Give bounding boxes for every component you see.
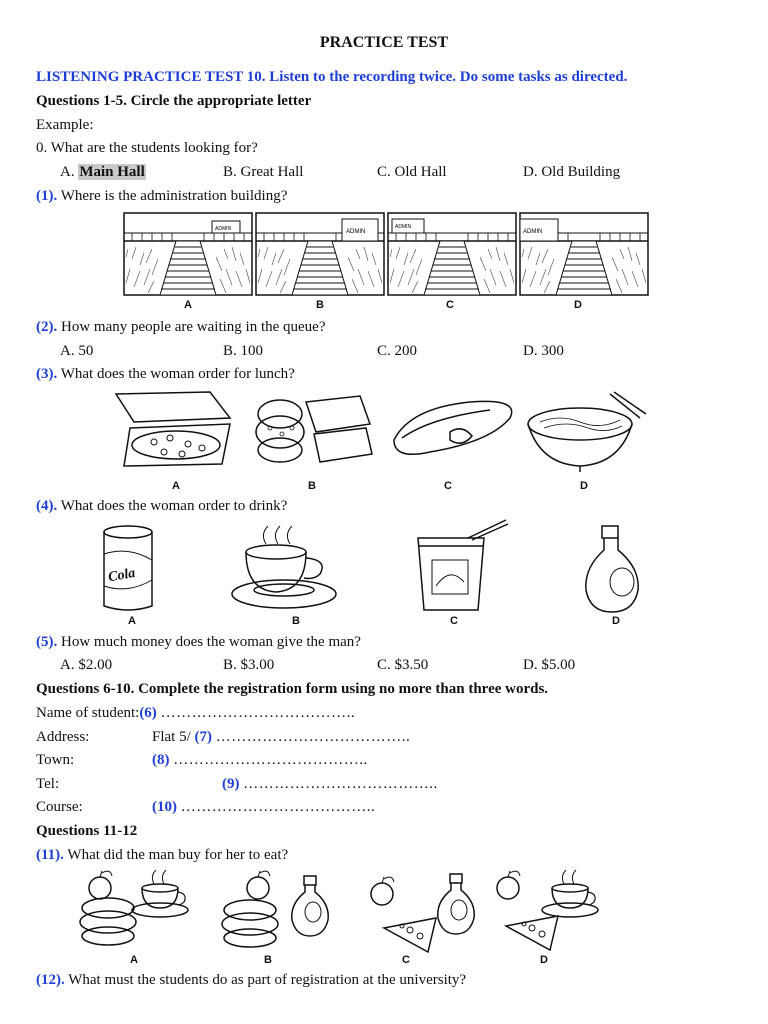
blank-number: (7) xyxy=(194,729,213,745)
q5-option-c[interactable]: C. $3.50 xyxy=(377,657,429,673)
blank-7[interactable]: ……………………………….. xyxy=(215,729,411,745)
example-label: Example: xyxy=(36,117,94,133)
noodle-bowl-icon xyxy=(528,392,646,472)
form-label: Course: xyxy=(36,799,83,815)
svg-text:Cola: Cola xyxy=(107,565,137,586)
option-text: Great Hall xyxy=(240,164,304,180)
option-text: Old Building xyxy=(541,164,621,180)
instruction: LISTENING PRACTICE TEST 10. Listen to the recording twice. Do some tasks as directed. xyxy=(36,69,628,85)
form-field-tel xyxy=(222,776,438,793)
form-row-town xyxy=(36,752,74,769)
question-number: (1). xyxy=(36,188,58,204)
q5-option-b[interactable]: B. $3.00 xyxy=(223,657,275,673)
blank-8[interactable]: ……………………………….. xyxy=(173,752,368,768)
question-number: (5). xyxy=(36,634,58,650)
example-option-a[interactable] xyxy=(60,164,146,181)
question-4 xyxy=(36,498,287,515)
option-text-highlighted: Main Hall xyxy=(79,164,145,180)
picture-label-c[interactable]: C xyxy=(402,954,410,966)
question-number: (4). xyxy=(36,498,58,514)
section1-heading: Questions 1-5. Circle the appropriate letter xyxy=(36,93,312,109)
picture-label-c[interactable]: C xyxy=(450,615,458,627)
question-text: What does the woman order to drink? xyxy=(60,498,288,514)
svg-text:ADMIN: ADMIN xyxy=(215,226,232,232)
q5-option-d[interactable]: D. $5.00 xyxy=(523,657,576,673)
juice-carton-icon xyxy=(418,520,508,610)
form-label: Town: xyxy=(36,752,75,768)
section2-heading: Questions 6-10. Complete the registration form using no more than three words. xyxy=(36,681,549,697)
question-number: (11). xyxy=(36,847,64,863)
option-letter: C. xyxy=(377,164,391,180)
option-text: Old Hall xyxy=(394,164,447,180)
question-number: (3). xyxy=(36,366,58,382)
question-11 xyxy=(36,847,288,864)
question-2 xyxy=(36,319,326,336)
form-label: Tel: xyxy=(36,776,60,792)
example-option-d[interactable] xyxy=(523,164,620,181)
form-label: Name of student: xyxy=(36,705,140,721)
svg-text:ADMIN: ADMIN xyxy=(523,229,543,235)
picture-label-a[interactable]: A xyxy=(128,615,136,627)
blank-number: (8) xyxy=(152,752,170,768)
option-letter: A. xyxy=(60,164,75,180)
svg-text:ADMIN: ADMIN xyxy=(346,229,366,235)
picture-label-b[interactable]: B xyxy=(316,299,324,311)
q2-option-a[interactable]: A. 50 xyxy=(60,343,94,359)
picture-label-c[interactable]: C xyxy=(444,480,452,492)
cola-can-icon xyxy=(104,526,152,610)
picture-label-d[interactable]: D xyxy=(540,954,548,966)
example-question: 0. What are the students looking for? xyxy=(36,140,258,156)
picture-label-d[interactable]: D xyxy=(580,480,588,492)
hotdog-icon xyxy=(394,401,512,454)
blank-number: (10) xyxy=(152,799,177,815)
question-3 xyxy=(36,366,295,383)
blank-9[interactable]: ……………………………….. xyxy=(243,776,438,792)
page-title: PRACTICE TEST xyxy=(319,34,449,51)
question-1 xyxy=(36,188,287,205)
admin-building-pictures xyxy=(124,213,650,297)
picture-label-a[interactable]: A xyxy=(172,480,180,492)
blank-number: (9) xyxy=(222,776,240,792)
blank-number: (6) xyxy=(139,705,157,721)
section3-heading: Questions 11-12 xyxy=(36,823,138,839)
svg-text:ADMIN: ADMIN xyxy=(395,224,412,230)
form-label: Address: xyxy=(36,729,90,745)
question-text: What must the students do as part of registration at the university? xyxy=(68,972,467,988)
picture-label-d[interactable]: D xyxy=(574,299,582,311)
form-row-tel xyxy=(36,776,59,793)
q2-option-c[interactable]: C. 200 xyxy=(377,343,418,359)
form-field-address xyxy=(152,729,410,746)
address-prefix: Flat 5/ xyxy=(152,729,191,745)
picture-label-b[interactable]: B xyxy=(292,615,300,627)
question-5 xyxy=(36,634,361,651)
form-row-name xyxy=(36,705,355,722)
question-text: Where is the administration building? xyxy=(60,188,288,204)
pizza-icon xyxy=(116,392,230,466)
sandwich-icon xyxy=(256,396,372,462)
question-12 xyxy=(36,972,466,989)
blank-6[interactable]: ……………………………….. xyxy=(160,705,356,721)
question-text: How much money does the woman give the man? xyxy=(61,634,361,650)
option-letter: D. xyxy=(523,164,538,180)
question-text: How many people are waiting in the queue? xyxy=(61,319,326,335)
form-row-course xyxy=(36,799,83,816)
example-option-c[interactable] xyxy=(377,164,447,181)
drink-pictures xyxy=(96,520,676,616)
question-number: (2). xyxy=(36,319,58,335)
question-number: (12). xyxy=(36,972,65,988)
question-text: What did the man buy for her to eat? xyxy=(67,847,289,863)
food-combo-pictures xyxy=(70,866,630,956)
question-text: What does the woman order for lunch? xyxy=(60,366,295,382)
picture-label-b[interactable]: B xyxy=(308,480,316,492)
picture-label-b[interactable]: B xyxy=(264,954,272,966)
picture-label-d[interactable]: D xyxy=(612,615,620,627)
picture-label-a[interactable]: A xyxy=(184,299,192,311)
form-field-course xyxy=(152,799,375,816)
option-letter: B. xyxy=(223,164,237,180)
form-row-address xyxy=(36,729,89,746)
lunch-pictures xyxy=(110,388,670,472)
blank-10[interactable]: ……………………………….. xyxy=(180,799,376,815)
coffee-cup-icon xyxy=(232,526,336,608)
q2-option-b[interactable]: B. 100 xyxy=(223,343,264,359)
bottle-icon xyxy=(586,526,638,612)
picture-label-a[interactable]: A xyxy=(130,954,138,966)
picture-label-c[interactable]: C xyxy=(446,299,454,311)
q5-option-a[interactable]: A. $2.00 xyxy=(60,657,113,673)
example-option-b[interactable] xyxy=(223,164,303,181)
form-field-town xyxy=(152,752,368,769)
q2-option-d[interactable]: D. 300 xyxy=(523,343,564,359)
